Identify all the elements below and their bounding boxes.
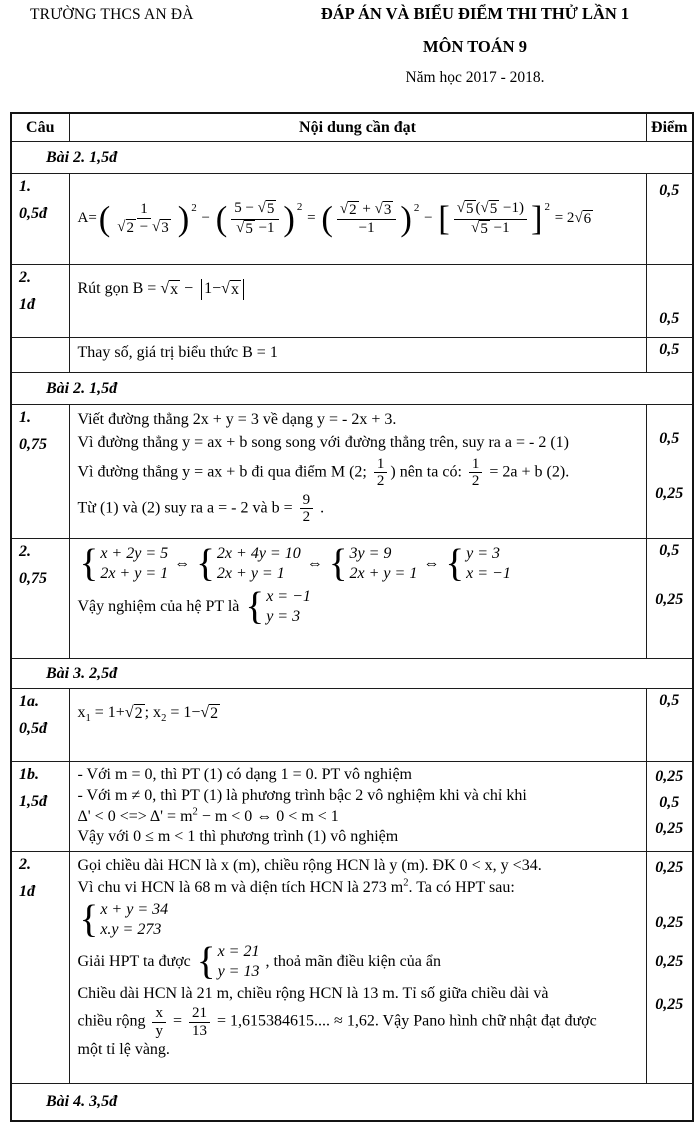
math-num: x <box>152 1005 166 1023</box>
math-crows <box>350 544 418 585</box>
math-brace: { <box>79 542 99 586</box>
section-label: Bài 2. 1,5đ <box>11 373 693 405</box>
math-bar: 3 <box>383 202 392 219</box>
content-line: $x_1 = 1+$ √ 2 ; $x_2 = 1-$ √ 2 <box>77 704 219 725</box>
math-gsup: 2 <box>191 202 197 215</box>
math-bar: x <box>230 280 239 298</box>
math-frac <box>189 1005 210 1039</box>
answer-row <box>11 405 693 539</box>
math-cases <box>196 939 260 983</box>
math-delim: ) <box>283 199 295 238</box>
math-brace: { <box>79 897 99 941</box>
question-number-cell <box>11 405 69 539</box>
math-num: 1 <box>469 456 483 474</box>
answer-content-cell <box>69 852 646 1084</box>
math-crow: x.y = 273 <box>100 921 162 939</box>
answer-row <box>11 539 693 659</box>
math-den: y <box>155 1022 163 1039</box>
math-cases <box>445 544 511 585</box>
title-block <box>252 4 698 87</box>
math-num: √ 5 ( √ 5 −1) <box>454 200 527 219</box>
question-number-line: 2. <box>19 269 31 286</box>
math-rad: √ <box>236 219 245 236</box>
question-number-line: 0,75 <box>19 569 47 587</box>
math-cases <box>80 544 169 585</box>
document-title: ĐÁP ÁN VÀ BIỂU ĐIỂM THI THỬ LẦN 1 <box>320 4 630 23</box>
math-sup: 2 <box>192 806 198 818</box>
math-den: −1 <box>358 220 375 237</box>
content-line: Thay số, giá trị biểu thức B = 1 <box>77 344 278 361</box>
question-number-line: 0,5đ <box>19 719 47 737</box>
math-den: √ 5 −1 <box>236 219 275 237</box>
question-number-line: 0,75 <box>19 435 47 453</box>
section-label: Bài 3. 2,5đ <box>11 659 693 689</box>
math-frac <box>300 492 314 526</box>
math-sqrt <box>375 201 394 219</box>
math-den: 2 <box>302 509 311 526</box>
math-grp-in <box>451 200 530 238</box>
points-cell <box>646 852 693 1084</box>
math-grp <box>437 200 550 238</box>
section-label: Bài 4. 3,5đ <box>11 1084 693 1122</box>
question-number-line: 1a. <box>19 693 39 710</box>
point-value: 0,5 <box>659 310 680 328</box>
math-delim: ] <box>530 199 543 238</box>
content-line: một tỉ lệ vàng. <box>77 1041 170 1059</box>
math-frac <box>454 200 527 238</box>
answer-row <box>11 338 693 373</box>
section-row <box>11 142 693 174</box>
answer-row <box>11 762 693 852</box>
math-sqrt <box>471 220 490 238</box>
point-value: 0,5 <box>659 430 680 447</box>
math-crow: x = −1 <box>466 565 511 583</box>
points-cell <box>646 338 693 373</box>
math-num: √ 2 + √ 3 <box>337 201 396 220</box>
math-rad: √ <box>124 704 134 721</box>
points-cell <box>646 174 693 265</box>
section-row <box>11 1084 693 1122</box>
math-crows <box>266 587 311 628</box>
point-value: 0,25 <box>655 484 684 502</box>
question-number-cell <box>11 174 69 265</box>
point-value: 0,25 <box>655 820 684 837</box>
math-frac <box>231 200 279 238</box>
points-cell <box>646 405 693 539</box>
answer-row <box>11 174 693 265</box>
content-line: Vậy với 0 ≤ m < 1 thì phương trình (1) vô nghiệm <box>77 828 399 846</box>
question-number-line: 1đ <box>19 882 35 900</box>
point-value: 0,25 <box>655 952 684 970</box>
math-brace: { <box>196 939 216 983</box>
section-label: Bài 2. 1,5đ <box>11 142 693 174</box>
math-crow: y = 13 <box>217 963 260 981</box>
math-sqrt <box>117 219 136 237</box>
math-grp-in <box>334 201 399 237</box>
point-value: 0,25 <box>655 995 684 1013</box>
document-header <box>0 0 700 112</box>
math-crow: y = 3 <box>266 608 301 626</box>
math-sqrt <box>258 200 277 218</box>
math-bar: 5 <box>489 201 498 218</box>
points-cell <box>646 689 693 762</box>
content-line: { x + 2y = 5 2x + y = 1 ⇔ { 2x + 4y = 10 2x + y = 1 ⇔ { 3y = 9 2x + y = 1 ⇔ { y = 3 x = −1 <box>79 542 511 586</box>
math-brace: { <box>328 542 348 586</box>
content-line: - Với m = 0, thì PT (1) có dạng 1 = 0. PT vô nghiệm <box>77 766 412 783</box>
math-delim: ) <box>177 199 190 238</box>
math-crows <box>466 544 511 585</box>
math-grp <box>98 201 197 237</box>
math-sub: 1 <box>85 713 91 725</box>
content-line: Viết đường thẳng 2x + y = 3 về dạng y = - 2x + 3. <box>77 411 397 428</box>
math-cases <box>245 587 311 628</box>
section-row <box>11 373 693 405</box>
math-sqrt <box>152 219 171 237</box>
answer-row <box>11 689 693 762</box>
math-crow: x = −1 <box>266 587 311 605</box>
column-header-diem: Điểm <box>646 113 693 142</box>
math-brace: { <box>245 585 265 629</box>
math-bar: 2 <box>349 202 357 219</box>
answer-content-cell <box>69 405 646 539</box>
content-line <box>78 897 640 941</box>
section-row <box>11 659 693 689</box>
math-frac <box>337 201 396 237</box>
math-sqrt <box>340 201 359 219</box>
math-bar: 5 <box>266 201 275 218</box>
content-line: Vì đường thẳng y = ax + b đi qua điểm M (2; $\frac{1}{2}$ ) nên ta có: $\frac{1}{2}$ = 2a + b (2). <box>77 455 570 490</box>
content-line: Chiều dài HCN là 21 m, chiều rộng HCN là 13 m. Tỉ số giữa chiều dài và <box>77 984 549 1002</box>
math-sqrt <box>457 200 476 218</box>
school-year: Năm học 2017 - 2018. <box>405 68 545 86</box>
math-bar: 2 <box>126 219 135 236</box>
column-header-noidung: Nội dung cần đạt <box>69 113 646 142</box>
math-num: 21 <box>189 1005 210 1023</box>
math-den: √ 2 − √ 3 <box>117 218 169 236</box>
math-rad: √ <box>574 210 583 227</box>
math-num: 5 − √ 5 <box>231 200 279 219</box>
math-sqrt <box>236 220 255 238</box>
content-line: Vậy nghiệm của hệ PT là { x = −1 y = 3 <box>77 585 311 629</box>
math-delim: ) <box>400 199 412 238</box>
math-crow: x + y = 34 <box>100 900 169 918</box>
question-number-line: 2. <box>19 543 31 560</box>
math-crows <box>100 544 168 585</box>
math-rad: √ <box>480 200 489 217</box>
math-rad: √ <box>221 279 230 297</box>
question-number-line: 1. <box>19 409 31 426</box>
math-rad: √ <box>160 280 170 298</box>
math-grp <box>215 200 303 238</box>
math-sqrt <box>221 280 241 299</box>
question-number-line: 0,5đ <box>19 204 47 222</box>
math-cases <box>329 544 418 585</box>
math-sup: 2 <box>403 877 409 889</box>
math-sqrt <box>574 210 593 228</box>
table-body <box>11 142 693 1122</box>
content-line: A= ( 1 √ 2 − √ 3 ) 2 − ( 5 − √ 5 √ 5 −1 ) 2 = ( √ 2 + √ 3 −1 ) 2 − [ √ 5 ( √ 5 −1) √ 5 −1 ] 2 = 2 √ 6 <box>77 199 592 238</box>
school-name: TRƯỜNG THCS AN ĐÀ <box>30 6 194 23</box>
math-gsup: 2 <box>296 201 303 214</box>
math-frac <box>469 456 483 490</box>
point-value: 0,25 <box>655 913 684 931</box>
math-rad: √ <box>339 201 349 218</box>
content-line: Giải HPT ta được { x = 21 y = 13 , thoả mãn điều kiện của ẩn <box>77 939 441 983</box>
math-bar: 2 <box>210 705 219 722</box>
math-delim: [ <box>438 199 450 238</box>
math-crow: 2x + y = 1 <box>349 565 418 583</box>
math-bar: 5 <box>480 220 488 237</box>
question-number-cell <box>11 338 69 373</box>
math-crow: 2x + 4y = 10 <box>216 545 301 562</box>
math-num: 1 <box>374 456 388 474</box>
math-sub: 2 <box>161 713 167 725</box>
answer-content-cell <box>69 265 646 338</box>
math-den: 2 <box>376 473 385 490</box>
question-number-line: 2. <box>19 856 31 874</box>
table-header <box>11 113 693 142</box>
math-sqrt <box>160 280 180 299</box>
point-value: 0,25 <box>655 590 684 608</box>
point-value: 0,5 <box>659 542 680 559</box>
math-delim: ( <box>215 199 228 238</box>
math-cases <box>79 897 169 941</box>
math-sqrt <box>125 704 145 723</box>
math-crow: 3y = 9 <box>349 545 392 562</box>
math-grp <box>320 201 419 237</box>
math-abs-in: 1− √ x <box>204 279 239 298</box>
question-number-cell <box>11 852 69 1084</box>
content-line: Vì đường thẳng y = ax + b song song với đường thẳng trên, suy ra a = - 2 (1) <box>77 433 570 451</box>
math-frac <box>152 1005 166 1039</box>
points-cell <box>646 265 693 338</box>
math-rad: √ <box>152 218 161 235</box>
math-brace: { <box>445 542 465 586</box>
math-crow: 2x + y = 1 <box>216 565 285 583</box>
point-value: 0,5 <box>659 182 680 199</box>
math-bar: 6 <box>583 211 592 228</box>
math-cases <box>196 544 301 585</box>
content-line: Vì chu vi HCN là 68 m và diện tích HCN là 273 $m^2$. Ta có HPT sau: <box>77 877 515 896</box>
question-number-line: 1,5đ <box>19 792 47 810</box>
point-value: 0,25 <box>655 768 684 785</box>
points-cell <box>646 539 693 659</box>
math-bar: 2 <box>134 705 143 722</box>
math-bar: 5 <box>245 220 253 237</box>
answer-key-table <box>10 112 694 1122</box>
math-vbar <box>201 279 202 300</box>
math-rad: √ <box>456 200 466 217</box>
math-crow: 2x + y = 1 <box>100 565 169 583</box>
answer-row <box>11 265 693 338</box>
question-number-line: 1b. <box>19 766 39 783</box>
math-den: 2 <box>471 473 480 490</box>
math-bar: 5 <box>466 201 474 218</box>
math-crow: x + 2y = 5 <box>100 545 169 562</box>
math-crows <box>217 544 301 585</box>
math-delim: ( <box>321 199 333 238</box>
math-rad: √ <box>471 219 480 236</box>
math-crows <box>218 942 260 983</box>
math-crow: y = 3 <box>466 545 501 562</box>
math-rad: √ <box>374 201 383 218</box>
math-crows <box>100 900 168 941</box>
answer-content-cell <box>69 539 646 659</box>
question-number-cell <box>11 539 69 659</box>
math-bar: 3 <box>161 219 169 236</box>
point-value: 0,25 <box>655 859 684 877</box>
point-value: 0,5 <box>659 794 680 811</box>
question-number-cell <box>11 265 69 338</box>
math-abs <box>199 279 246 300</box>
math-num: 9 <box>300 492 314 510</box>
math-grp-in <box>111 201 176 237</box>
math-grp-in <box>228 200 282 238</box>
point-value: 0,5 <box>659 692 680 709</box>
math-num: 1 <box>137 201 151 219</box>
math-sqrt <box>481 200 500 218</box>
math-sqrt <box>200 704 220 723</box>
math-bar: x <box>170 281 179 299</box>
content-line: Từ (1) và (2) suy ra a = - 2 và b = $\frac{9}{2}$ . <box>77 491 325 526</box>
question-number-line: 1đ <box>19 295 35 313</box>
content-line: - Với m ≠ 0, thì PT (1) là phương trình bậc 2 vô nghiệm khi và chỉ khi <box>77 786 527 804</box>
answer-content-cell <box>69 338 646 373</box>
math-frac <box>374 456 388 490</box>
content-line: chiều rộng $\frac{x}{y}$ = $\frac{21}{13}$ = 1,615384615.... ≈ 1,62. Vậy Pano hình chữ nhật đạt được <box>77 1005 597 1039</box>
point-value: 0,5 <box>659 341 680 358</box>
math-delim: ( <box>98 199 111 238</box>
answer-content-cell <box>69 689 646 762</box>
question-number-line: 1. <box>19 178 31 195</box>
math-rad: √ <box>117 218 126 235</box>
math-gsup: 2 <box>413 202 420 215</box>
math-brace: { <box>196 542 215 586</box>
math-den: 13 <box>192 1022 208 1039</box>
answer-row <box>11 852 693 1084</box>
subject-title: MÔN TOÁN 9 <box>423 36 527 56</box>
column-header-cau: Câu <box>11 113 69 142</box>
math-gsup: 2 <box>544 201 550 214</box>
header-row <box>11 113 693 142</box>
math-vbar <box>243 279 244 300</box>
answer-content-cell <box>69 762 646 852</box>
math-crow: x = 21 <box>217 942 260 960</box>
content-line: Δ' < 0 <=> $\Delta' = m^2 - m < 0$ ⇔ 0 < m < 1 <box>77 806 339 825</box>
points-cell <box>646 762 693 852</box>
answer-content-cell <box>69 174 646 265</box>
content-line: Rút gọn B = √ x − 1− √ x <box>78 279 640 300</box>
math-rad: √ <box>257 200 266 217</box>
math-frac <box>114 201 173 237</box>
question-number-cell <box>11 762 69 852</box>
math-den: √ 5 −1 <box>471 219 510 237</box>
question-number-cell <box>11 689 69 762</box>
math-rad: √ <box>200 704 210 721</box>
content-line: Gọi chiều dài HCN là x (m), chiều rộng HCN là y (m). ĐK 0 < x, y <34. <box>77 857 542 875</box>
